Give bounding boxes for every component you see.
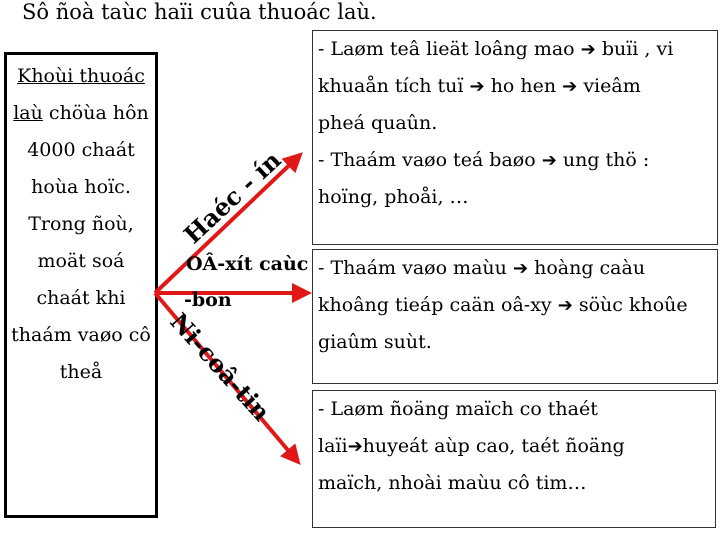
effect-text: khoâng tieáp caän oâ-xy bbox=[318, 294, 552, 316]
effect-box-tar bbox=[312, 30, 718, 245]
source-line: 4000 chaát bbox=[27, 139, 135, 161]
effect-line bbox=[318, 68, 717, 105]
source-line: Khoùi thuoác bbox=[17, 65, 145, 87]
effect-text: ho hen bbox=[490, 75, 557, 97]
label-tar: Haéc - ín bbox=[178, 145, 287, 250]
effect-line: giaûm suùt. bbox=[318, 331, 432, 353]
effect-box-nicotine bbox=[312, 390, 716, 528]
effect-text: - Thaám vaøo teá baøo bbox=[318, 149, 536, 171]
effect-text: buïi , vi bbox=[601, 38, 674, 60]
effect-line bbox=[318, 250, 717, 287]
source-line: hoùa hoïc. bbox=[31, 176, 131, 198]
effect-text: - Thaám vaøo maùu bbox=[318, 257, 507, 279]
effect-line: maïch, nhoài maùu cô tim… bbox=[318, 472, 587, 494]
effect-text: ung thö : bbox=[562, 149, 650, 171]
arrow-icon: ➔ bbox=[347, 436, 363, 457]
effect-line: hoïng, phoåi, … bbox=[318, 186, 469, 208]
arrow-icon: ➔ bbox=[562, 76, 578, 97]
effect-text: huyeát aùp cao, taét ñoäng bbox=[362, 435, 625, 457]
arrow-icon: ➔ bbox=[512, 258, 529, 279]
effect-line bbox=[318, 31, 717, 68]
effect-text: khuaån tích tuï bbox=[318, 75, 464, 97]
effect-text: laïi bbox=[318, 435, 348, 457]
arrow-icon: ➔ bbox=[580, 39, 596, 60]
source-line: chaát khi bbox=[36, 287, 126, 309]
label-carbon-monoxide-2: -bon bbox=[184, 289, 232, 311]
source-line: thaám vaøo cô bbox=[11, 324, 151, 346]
effect-line: - Laøm ñoäng maïch co thaét bbox=[318, 398, 598, 420]
arrow-icon: ➔ bbox=[469, 76, 485, 97]
effect-line bbox=[318, 428, 715, 465]
diagram-title: Sô ñoà taùc haïi cuûa thuoác laù. bbox=[22, 0, 377, 24]
effect-text: hoàng caàu bbox=[534, 257, 646, 279]
source-word: laù bbox=[13, 102, 43, 124]
arrow-icon: ➔ bbox=[541, 150, 557, 171]
label-nicotine: Ni-coâ-tin bbox=[164, 307, 277, 427]
source-line: Trong ñoù, bbox=[28, 213, 134, 235]
source-line: moät soá bbox=[37, 250, 125, 272]
effect-text: söùc khoûe bbox=[578, 294, 688, 316]
effect-text: - Laøm teâ lieät loâng mao bbox=[318, 38, 575, 60]
effect-line bbox=[318, 142, 717, 179]
effect-box-carbon-monoxide bbox=[312, 249, 718, 384]
label-carbon-monoxide-1: OÂ-xít caùc bbox=[186, 253, 309, 275]
source-line: theå bbox=[59, 361, 103, 383]
effect-line bbox=[318, 287, 717, 324]
effect-text: vieâm bbox=[583, 75, 641, 97]
source-word: chöùa hôn bbox=[42, 102, 149, 124]
effect-line: pheá quaûn. bbox=[318, 112, 438, 134]
arrow-icon: ➔ bbox=[557, 295, 573, 316]
